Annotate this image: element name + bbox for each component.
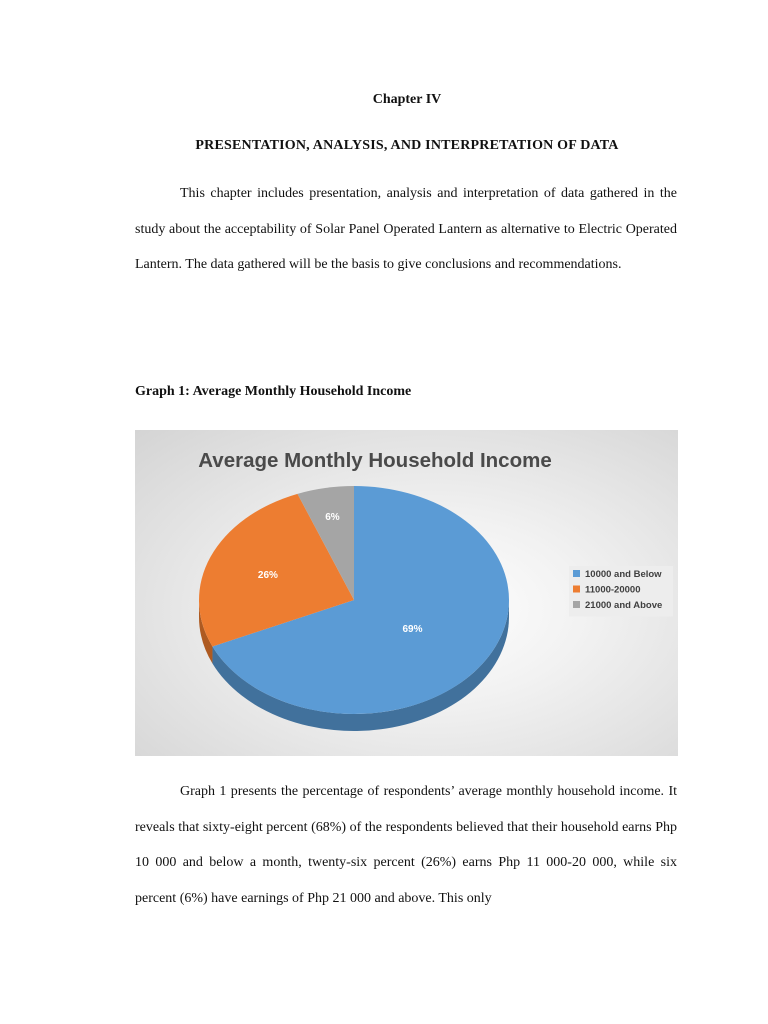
- legend-swatch-1: [573, 570, 580, 577]
- chart-legend: [569, 566, 673, 617]
- section-heading: PRESENTATION, ANALYSIS, AND INTERPRETATION OF DATA: [195, 138, 619, 153]
- chart-title: Average Monthly Household Income: [198, 449, 552, 472]
- legend-label-2: 11000-20000: [585, 584, 641, 596]
- pie-chart-svg: [135, 430, 678, 756]
- legend-label-1: 10000 and Below: [585, 569, 662, 580]
- analysis-paragraph: Graph 1 presents the percentage of respondents’ average monthly household income. It reveals that sixty-eight percent (68%) of the respondents believed that their household earns Php 10 000 and below a month, twenty-six percent (26%) earns Php 11 000-20 000, while six percent (6%) have earnings of Php 21 000 and above. This only: [135, 784, 677, 906]
- pie-data-label-1: 69%: [402, 623, 423, 635]
- pie-data-label-3: 6%: [325, 511, 340, 523]
- intro-paragraph: This chapter includes presentation, analysis and interpretation of data gathered in the study about the acceptability of Solar Panel Operated Lantern as alternative to Electric Operated Lantern. The data gathered will be the basis to give conclusions and recommendations.: [135, 186, 677, 272]
- legend-swatch-2: [573, 586, 580, 593]
- pie-chart: [135, 430, 678, 756]
- legend-swatch-3: [573, 601, 580, 608]
- pie-data-label-2: 26%: [257, 570, 278, 582]
- pie-group: [199, 486, 509, 731]
- chapter-title: Chapter IV: [372, 92, 442, 107]
- legend-label-3: 21000 and Above: [585, 600, 663, 611]
- graph-label: Graph 1: Average Monthly Household Income: [135, 384, 412, 399]
